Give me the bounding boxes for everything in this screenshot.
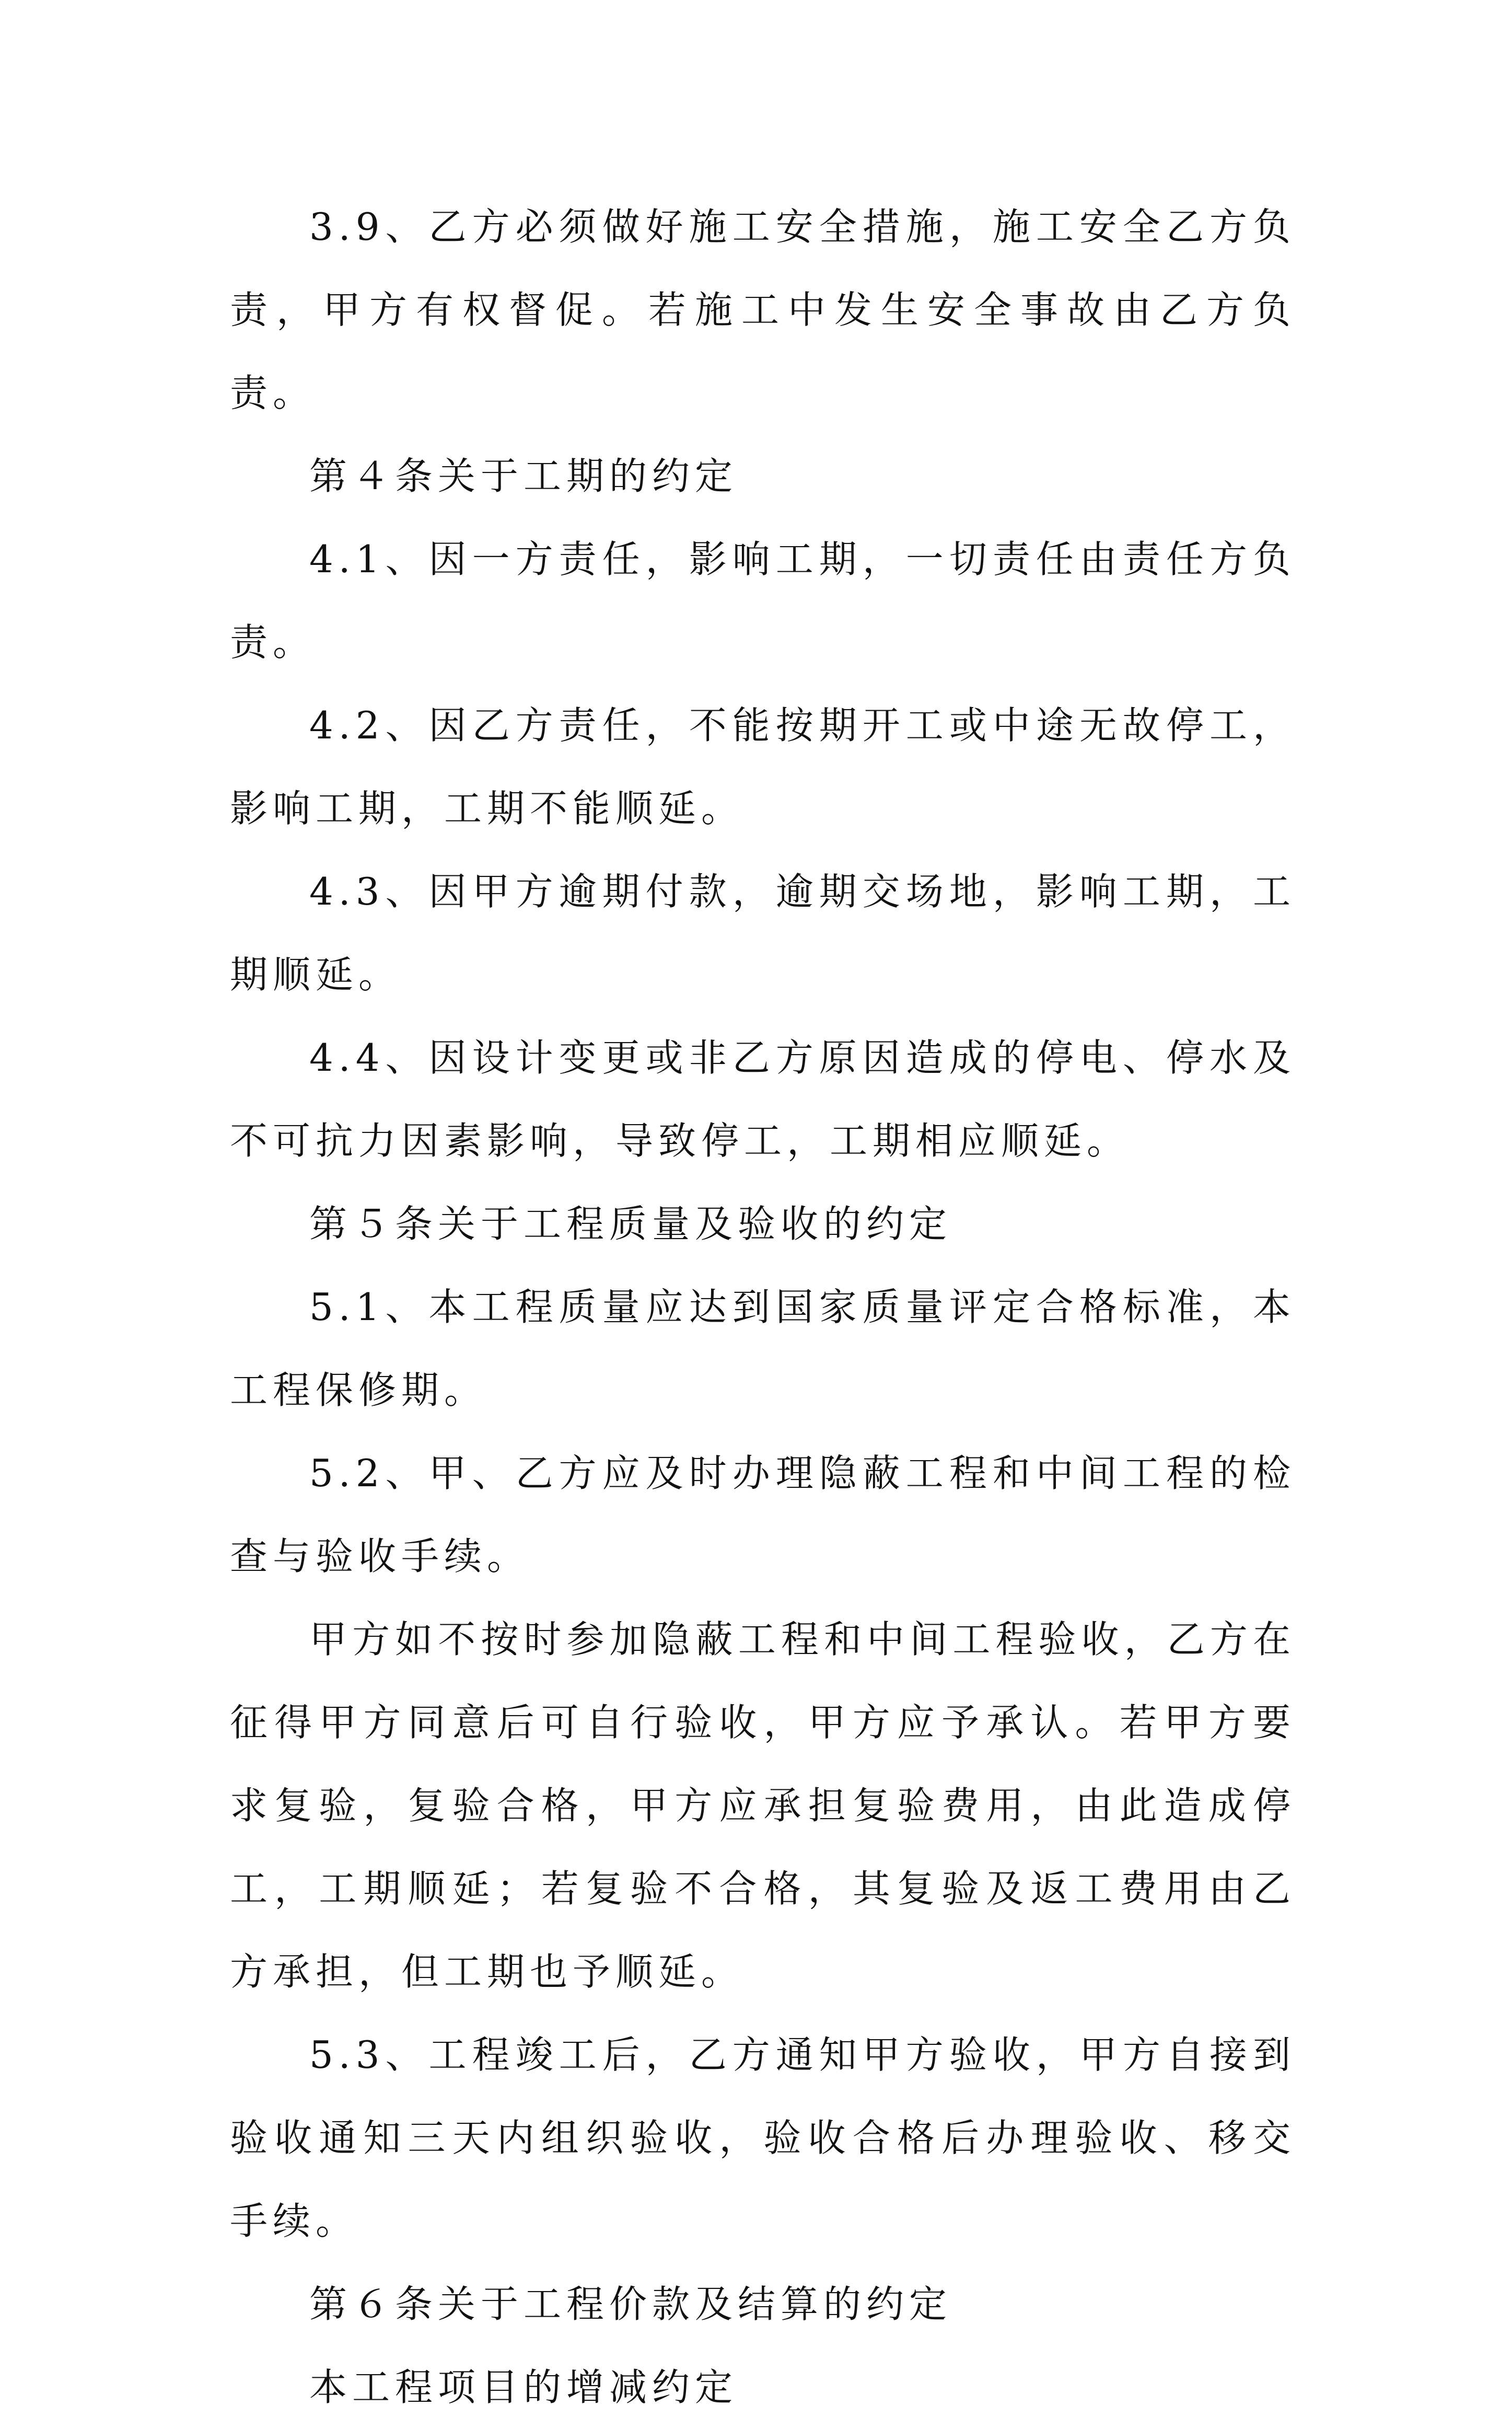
paragraph-5-1: 5.1、本工程质量应达到国家质量评定合格标准，本工程保修期。 xyxy=(230,1285,1296,1412)
section-heading-6: 第６条关于工程价款及结算的约定 xyxy=(309,2282,952,2326)
paragraph-4-4: 4.4、因设计变更或非乙方原因造成的停电、停水及不可抗力因素影响，导致停工，工期相应顺延。 xyxy=(230,1036,1296,1163)
paragraph-acceptance: 甲方如不按时参加隐蔽工程和中间工程验收，乙方在征得甲方同意后可自行验收，甲方应予承认。若甲方要求复验，复验合格，甲方应承担复验费用，由此造成停工，工期顺延；若复验不合格，其复验及返工费用由乙方承担，但工期也予顺延。 xyxy=(230,1617,1296,1994)
paragraph-3-9: 3.9、乙方必须做好施工安全措施，施工安全乙方负责，甲方有权督促。若施工中发生安全事故由乙方负责。 xyxy=(230,205,1296,415)
paragraph-4-2: 4.2、因乙方责任，不能按期开工或中途无故停工，影响工期，工期不能顺延。 xyxy=(230,703,1296,830)
section-heading-5: 第５条关于工程质量及验收的约定 xyxy=(309,1202,952,1246)
document-page xyxy=(230,186,1296,2429)
section-heading-4: 第４条关于工期的约定 xyxy=(309,454,738,498)
paragraph-5-2: 5.2、甲、乙方应及时办理隐蔽工程和中间工程的检查与验收手续。 xyxy=(230,1451,1296,1578)
paragraph-4-1: 4.1、因一方责任，影响工期，一切责任由责任方负责。 xyxy=(230,537,1296,664)
paragraph-5-3: 5.3、工程竣工后，乙方通知甲方验收，甲方自接到验收通知三天内组织验收，验收合格后办理验收、移交手续。 xyxy=(230,2033,1296,2243)
subheading-scope-changes: 本工程项目的增减约定 xyxy=(309,2365,738,2409)
paragraph-4-3: 4.3、因甲方逾期付款，逾期交场地，影响工期，工期顺延。 xyxy=(230,870,1296,997)
